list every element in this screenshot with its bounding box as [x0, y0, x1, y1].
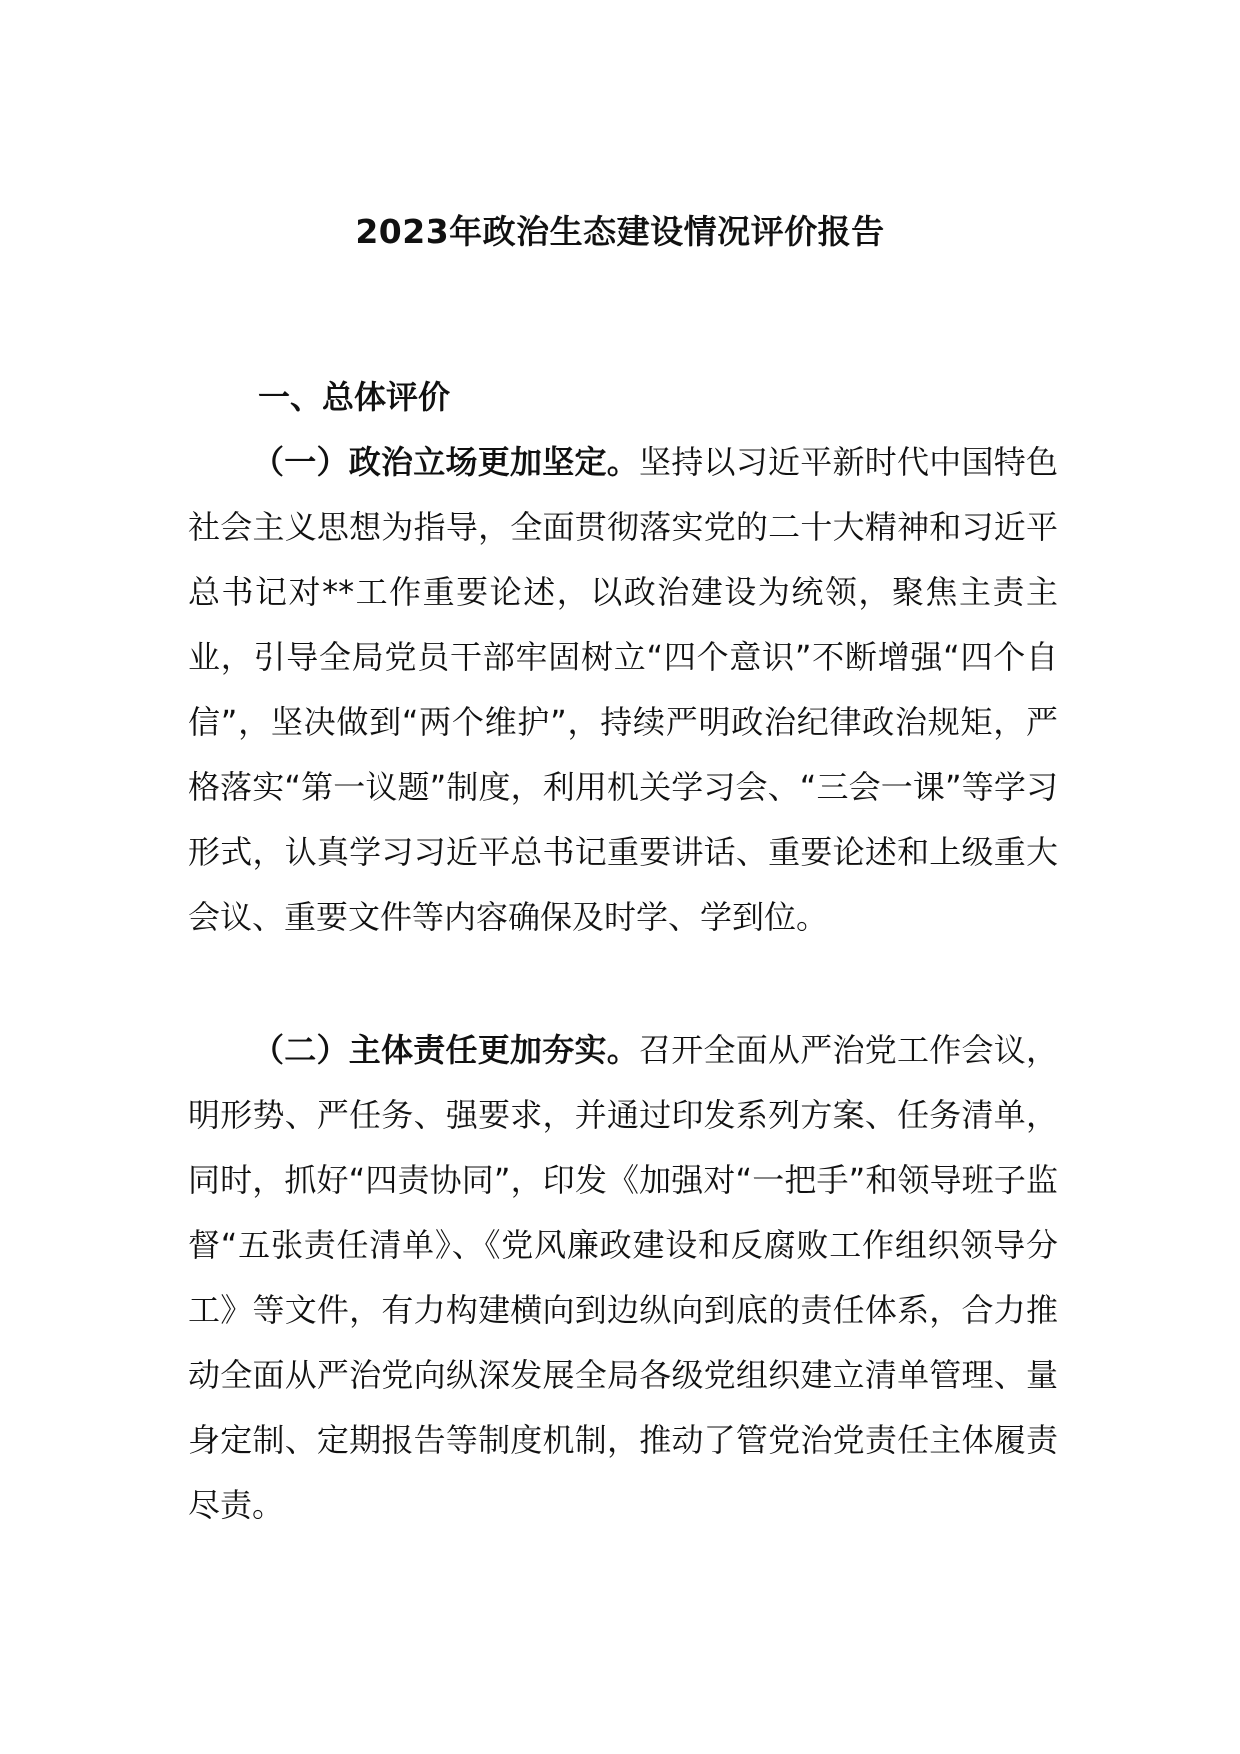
- paragraph-lead: （二）主体责任更加夯实。: [252, 1031, 639, 1069]
- paragraph-body: 坚持以习近平新时代中国特色社会主义思想为指导，全面贯彻落实党的二十大精神和习近平总书记对**工作重要论述，以政治建设为统领，聚焦主责主业，引导全局党员干部牢固树立“四个意识”不断增强“四个自信”，坚决做到“两个维护”，持续严明政治纪律政治规矩，严格落实“第一议题”制度，利用机关学习会、“三会一课”等学习形式，认真学习习近平总书记重要讲话、重要论述和上级重大会议、重要文件等内容确保及时学、学到位。: [188, 443, 1058, 936]
- paragraph-main-responsibility: [188, 1018, 1058, 1538]
- paragraph-lead: （一）政治立场更加坚定。: [252, 443, 639, 481]
- document-title: 2023年政治生态建设情况评价报告: [355, 212, 885, 251]
- section-heading: 一、总体评价: [258, 378, 451, 416]
- paragraph-body: 召开全面从严治党工作会议，明形势、严任务、强要求，并通过印发系列方案、任务清单，同时，抓好“四责协同”，印发《加强对“一把手”和领导班子监督“五张责任清单》、《党风廉政建设和反腐败工作组织领导分工》等文件，有力构建横向到边纵向到底的责任体系，合力推动全面从严治党向纵深发展全局各级党组织建立清单管理、量身定制、定期报告等制度机制，推动了管党治党责任主体履责尽责。: [188, 1031, 1058, 1524]
- paragraph-political-stance: [188, 430, 1058, 950]
